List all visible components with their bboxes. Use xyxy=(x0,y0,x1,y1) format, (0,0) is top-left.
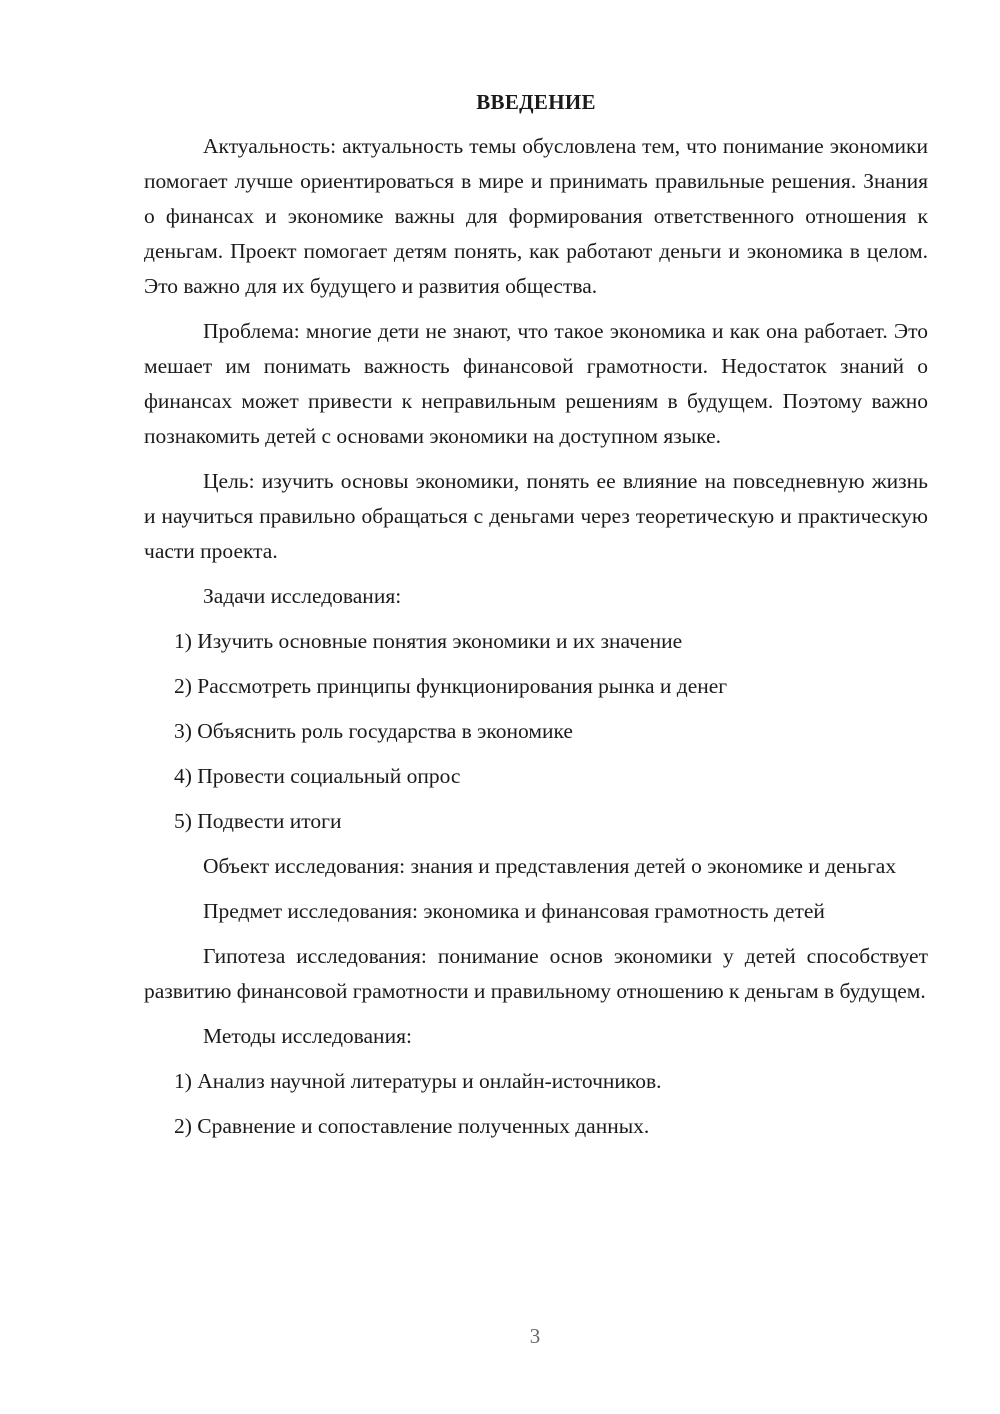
methods-heading: Методы исследования: xyxy=(203,1024,412,1049)
tasks-list xyxy=(144,624,928,839)
subject-paragraph: Предмет исследования: экономика и финансовая грамотность детей xyxy=(203,899,825,924)
hypothesis-paragraph: Гипотеза исследования: понимание основ экономики у детей способствует развитию финансовой грамотности и правильному отношению к деньгам в будущем. xyxy=(144,944,928,1004)
methods-list xyxy=(144,1064,928,1144)
object-paragraph: Объект исследования: знания и представления детей о экономике и деньгах xyxy=(203,854,897,879)
list-item: 2) Рассмотреть принципы функционирования рынка и денег xyxy=(174,674,728,699)
problem-paragraph: Проблема: многие дети не знают, что такое экономика и как она работает. Это мешает им понимать важность финансовой грамотности. Недостаток знаний о финансах может привести к неправильным решениям в будущем. Поэтому важно познакомить детей с основами экономики на доступном языке. xyxy=(144,319,928,449)
list-item: 1) Изучить основные понятия экономики и их значение xyxy=(174,629,683,654)
document-page xyxy=(144,90,928,1154)
list-item: 2) Сравнение и сопоставление полученных данных. xyxy=(174,1114,650,1139)
goal-paragraph: Цель: изучить основы экономики, понять ее влияние на повседневную жизнь и научиться правильно обращаться с деньгами через теоретическую и практическую части проекта. xyxy=(144,469,928,564)
page-number: 3 xyxy=(529,1324,541,1348)
list-item: 4) Провести социальный опрос xyxy=(174,764,461,789)
tasks-heading: Задачи исследования: xyxy=(203,584,402,609)
list-item: 5) Подвести итоги xyxy=(174,809,342,834)
list-item: 3) Объяснить роль государства в экономике xyxy=(174,719,573,744)
page-title: ВВЕДЕНИЕ xyxy=(476,90,596,114)
list-item: 1) Анализ научной литературы и онлайн-источников. xyxy=(174,1069,662,1094)
relevance-paragraph: Актуальность: актуальность темы обусловлена тем, что понимание экономики помогает лучше ориентироваться в мире и принимать правильные решения. Знания о финансах и экономике важны для формирования ответственного отношения к деньгам. Проект помогает детям понять, как работают деньги и экономика в целом. Это важно для их будущего и развития общества. xyxy=(144,134,928,299)
